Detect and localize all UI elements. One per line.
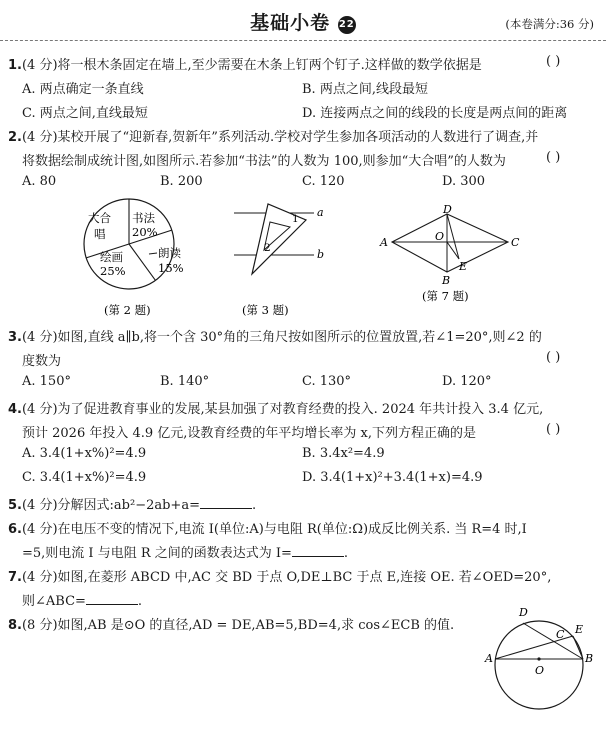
q1-text: (4 分)将一根木条固定在墙上,至少需要在木条上钉两个钉子.这样做的数学依据是	[21, 58, 482, 73]
q1-option-d: D. 连接两点之间的线段的长度是两点间的距离	[302, 106, 568, 121]
pie-label-huihua: 绘画	[100, 250, 123, 264]
chord-bd	[523, 623, 583, 659]
title-text: 基础小卷	[250, 12, 331, 34]
q8-stem	[8, 614, 454, 633]
pie-label-huihua-pct: 25%	[100, 264, 126, 278]
fig7-caption: (第 7 题)	[422, 289, 469, 303]
q4-option-b: B. 3.4x²=4.9	[302, 446, 385, 461]
q6-text2: =5,则电流 I 与电阻 R 之间的函数表达式为 I=	[22, 546, 292, 561]
q5-text: (4 分)分解因式:ab²−2ab+a=	[21, 498, 200, 513]
fig7-label-o: O	[435, 230, 445, 243]
fig8-figure	[484, 600, 602, 730]
fig3-figure	[222, 200, 332, 318]
pie-label-dahechang-1: 大合	[88, 211, 111, 225]
q1-answer-paren: ( )	[546, 54, 561, 69]
header-divider	[0, 40, 606, 41]
fig7-label-b: B	[442, 274, 451, 287]
q3-option-c: C. 130°	[302, 374, 352, 389]
fig7-figure	[378, 204, 528, 320]
q2-stem-line1	[8, 126, 538, 145]
center-point	[537, 657, 540, 660]
q8-number: 8.	[8, 618, 22, 633]
q2-answer-paren: ( )	[546, 150, 561, 165]
rhombus-abcd	[392, 214, 508, 272]
angle-1-label: 1	[292, 213, 299, 225]
pie-label-shufa-pct: 20%	[132, 225, 158, 239]
q6-stem-line2	[22, 542, 348, 561]
fig8-label-d: D	[519, 606, 528, 619]
q3-option-a: A. 150°	[22, 374, 71, 389]
q7-answer-blank[interactable]	[86, 592, 138, 605]
q7-stem-line2	[22, 590, 142, 609]
q5-stem	[8, 494, 256, 513]
q6-answer-blank[interactable]	[292, 544, 344, 557]
angle-2-label: 2	[264, 242, 271, 254]
q5-end: .	[251, 498, 257, 513]
q3-option-d: D. 120°	[442, 374, 492, 389]
q4-option-c: C. 3.4(1+x%)²=4.9	[22, 470, 147, 485]
q4-option-a: A. 3.4(1+x%)²=4.9	[22, 446, 147, 461]
q6-number: 6.	[8, 522, 22, 537]
pie-label-dahechang-2: 唱	[94, 227, 106, 241]
q1-option-c: C. 两点之间,直线最短	[22, 106, 148, 121]
q1-number: 1.	[8, 58, 22, 73]
pie-label-langdu-pct: 15%	[158, 261, 184, 275]
q7-stem-line1	[8, 566, 551, 585]
pie-label-langdu: 朗读	[158, 246, 181, 260]
line-b-label: b	[317, 248, 325, 261]
q3-text1: (4 分)如图,直线 a∥b,将一个含 30°角的三角尺按如图所示的位置放置,若∠1=20°,则∠2 的	[21, 330, 542, 345]
q2-number: 2.	[8, 130, 22, 145]
fig7-label-e: E	[459, 260, 468, 273]
q7-text2: 则∠ABC=	[22, 594, 86, 609]
q2-stem-line2: 将数据绘制成统计图,如图所示.若参加“书法”的人数为 100,则参加“大合唱”的人数为	[22, 154, 506, 169]
q4-stem-line2: 预计 2026 年投入 4.9 亿元,设教育经费的年平均增长率为 x,下列方程正确的是	[22, 426, 477, 441]
q5-number: 5.	[8, 498, 22, 513]
line-a-label: a	[317, 206, 324, 219]
q3-stem-line1	[8, 326, 542, 345]
q7-end: .	[137, 594, 143, 609]
q8-text: (8 分)如图,AB 是⊙O 的直径,AD = DE,AB=5,BD=4,求 cos∠ECB 的值.	[21, 618, 455, 633]
q3-number: 3.	[8, 330, 22, 345]
fig7-label-a: A	[380, 236, 388, 249]
q6-text1: (4 分)在电压不变的情况下,电流 I(单位:A)与电阻 R(单位:Ω)成反比例关系. 当 R=4 时,I	[21, 522, 527, 537]
q3-answer-paren: ( )	[546, 350, 561, 365]
q2-option-c: C. 120	[302, 174, 345, 189]
q2-text1: (4 分)某校开展了“迎新春,贺新年”系列活动.学校对学生参加各项活动的人数进行了调查,并	[21, 130, 539, 145]
q5-answer-blank[interactable]	[200, 496, 252, 509]
q3-option-b: B. 140°	[160, 374, 210, 389]
fig8-label-o: O	[535, 664, 545, 677]
fig2-pie-chart	[74, 196, 194, 318]
q4-answer-paren: ( )	[546, 422, 561, 437]
q4-number: 4.	[8, 402, 22, 417]
segment-de	[447, 214, 459, 259]
fig3-caption: (第 3 题)	[242, 303, 289, 317]
fig7-label-d: D	[443, 204, 452, 216]
fig8-label-e: E	[575, 623, 584, 636]
pie-label-shufa: 书法	[132, 211, 155, 225]
q1-stem	[8, 54, 482, 73]
q4-text1: (4 分)为了促进教育事业的发展,某县加强了对教育经费的投入. 2024 年共计投入 3.4 亿元,	[21, 402, 544, 417]
score-note: (本卷满分:36 分)	[505, 17, 594, 31]
fig7-label-c: C	[511, 236, 520, 249]
fig8-label-a: A	[485, 652, 493, 665]
title-badge: 22	[338, 16, 356, 34]
fig8-label-b: B	[585, 652, 594, 665]
q4-option-d: D. 3.4(1+x)²+3.4(1+x)=4.9	[302, 470, 483, 485]
q4-stem-line1	[8, 398, 543, 417]
q2-option-b: B. 200	[160, 174, 203, 189]
q6-stem-line1	[8, 518, 527, 537]
fig2-caption: (第 2 题)	[104, 303, 151, 317]
q6-end: .	[343, 546, 349, 561]
q1-option-a: A. 两点确定一条直线	[22, 82, 144, 97]
fig8-label-c: C	[556, 628, 565, 641]
q1-option-b: B. 两点之间,线段最短	[302, 82, 428, 97]
q7-text1: (4 分)如图,在菱形 ABCD 中,AC 交 BD 于点 O,DE⊥BC 于点 E,连接 OE. 若∠OED=20°,	[21, 570, 552, 585]
q3-stem-line2: 度数为	[22, 354, 62, 369]
q2-option-a: A. 80	[22, 174, 57, 189]
q2-option-d: D. 300	[442, 174, 486, 189]
q7-number: 7.	[8, 570, 22, 585]
